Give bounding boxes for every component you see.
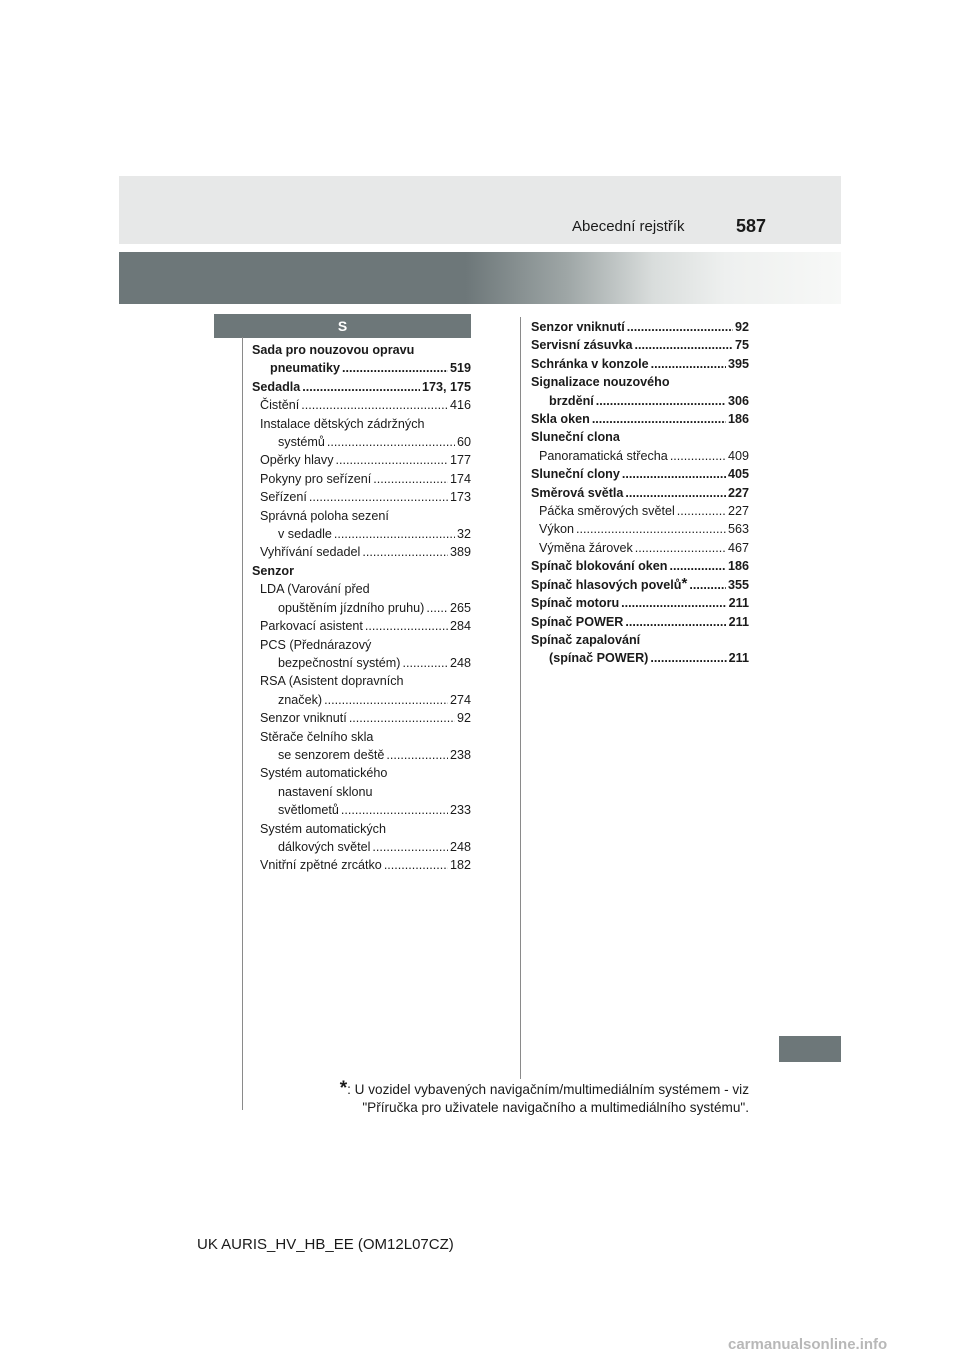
entry-text: Panoramatická střecha xyxy=(539,448,668,463)
entry-page: 211 xyxy=(728,614,749,629)
entry-text: Vnitřní zpětné zrcátko xyxy=(260,858,382,873)
dot-leader xyxy=(341,801,448,819)
dot-leader xyxy=(669,557,726,575)
header-gradient-band xyxy=(119,252,841,304)
index-entry xyxy=(531,428,749,446)
index-entry xyxy=(531,649,749,667)
dot-leader xyxy=(334,525,455,543)
index-entry xyxy=(252,562,471,580)
entry-text: Spínač zapalování xyxy=(531,632,641,647)
entry-text: Skla oken xyxy=(531,412,590,427)
document-code: UK AURIS_HV_HB_EE (OM12L07CZ) xyxy=(197,1236,454,1253)
index-entry xyxy=(252,580,471,598)
entry-text: se senzorem deště xyxy=(278,747,385,762)
dot-leader xyxy=(635,539,726,557)
index-column-left xyxy=(252,341,471,875)
dot-leader xyxy=(327,433,455,451)
entry-page: 416 xyxy=(449,398,471,413)
column-divider xyxy=(520,317,521,1079)
index-entry xyxy=(531,355,749,373)
entry-page: 60 xyxy=(456,435,471,450)
index-entry xyxy=(252,856,471,874)
index-entry xyxy=(252,451,471,469)
entry-page: 92 xyxy=(456,711,471,726)
entry-page: 92 xyxy=(734,320,749,334)
index-entry xyxy=(252,415,471,433)
entry-text: Spínač blokování oken xyxy=(531,559,668,574)
entry-text: Výkon xyxy=(539,522,575,537)
dot-leader xyxy=(622,465,726,483)
entry-text: Čistění xyxy=(260,398,300,413)
index-entry xyxy=(252,838,471,856)
index-entry xyxy=(252,654,471,672)
entry-page: 409 xyxy=(727,448,749,463)
entry-page: 211 xyxy=(728,651,749,666)
index-entry xyxy=(252,764,471,782)
dot-leader xyxy=(362,543,448,561)
entry-text: Směrová světla xyxy=(531,485,624,500)
entry-text: Páčka směrových světel xyxy=(539,504,675,519)
section-title: Abecední rejstřík xyxy=(572,218,685,235)
index-entry xyxy=(531,594,749,612)
dot-leader xyxy=(386,746,448,764)
entry-page: 248 xyxy=(449,655,471,670)
entry-text: RSA (Asistent dopravních xyxy=(260,674,404,689)
entry-text: Servisní zásuvka xyxy=(531,338,633,353)
index-entry xyxy=(531,613,749,631)
dot-leader xyxy=(689,576,726,594)
left-margin-rule xyxy=(242,337,243,1110)
entry-text: Senzor xyxy=(252,563,294,578)
entry-page: 395 xyxy=(727,356,749,371)
index-entry xyxy=(531,539,749,557)
index-entry xyxy=(252,378,471,396)
entry-text: Senzor vniknutí xyxy=(260,711,347,726)
entry-text: Parkovací asistent xyxy=(260,619,363,634)
dot-leader xyxy=(621,594,727,612)
entry-text: PCS (Přednárazový xyxy=(260,637,372,652)
index-entry xyxy=(252,728,471,746)
entry-page: 284 xyxy=(449,619,471,634)
entry-page: 173 xyxy=(449,490,471,505)
entry-text: Sedadla xyxy=(252,379,301,394)
index-entry xyxy=(252,783,471,801)
index-entry xyxy=(531,484,749,502)
footnote-line-2: "Příručka pro uživatele navigačního a multimediálního systému". xyxy=(362,1100,749,1115)
footnote xyxy=(340,1080,749,1117)
index-entry xyxy=(252,636,471,654)
dot-leader xyxy=(596,392,726,410)
index-entry xyxy=(531,502,749,520)
dot-leader xyxy=(309,488,448,506)
entry-text: Výměna žárovek xyxy=(539,540,633,555)
entry-text: LDA (Varování před xyxy=(260,582,370,597)
entry-page: 265 xyxy=(449,600,471,615)
entry-page: 182 xyxy=(449,858,471,873)
entry-text: Spínač POWER xyxy=(531,614,624,629)
entry-page: 186 xyxy=(727,412,749,427)
dot-leader xyxy=(651,355,726,373)
entry-text: Vyhřívání sedadel xyxy=(260,545,361,560)
entry-page: 233 xyxy=(449,803,471,818)
entry-page: 75 xyxy=(734,338,749,353)
entry-text: nastavení sklonu xyxy=(278,784,373,799)
section-letter-heading: S xyxy=(214,314,471,338)
entry-text: bezpečnostní systém) xyxy=(278,655,401,670)
dot-leader xyxy=(650,649,726,667)
header-bar xyxy=(119,176,841,244)
dot-leader xyxy=(403,654,448,672)
index-entry xyxy=(531,631,749,649)
entry-page: 177 xyxy=(449,453,471,468)
dot-leader xyxy=(576,520,726,538)
entry-text: Systém automatického xyxy=(260,766,388,781)
index-entry xyxy=(531,465,749,483)
dot-leader xyxy=(372,838,448,856)
thumb-index-tab xyxy=(779,1036,841,1062)
entry-text: (spínač POWER) xyxy=(549,651,649,666)
dot-leader xyxy=(635,336,733,354)
index-entry xyxy=(252,359,471,377)
index-entry xyxy=(531,520,749,538)
entry-page: 563 xyxy=(727,522,749,537)
entry-text: Sluneční clony xyxy=(531,467,620,482)
index-entry xyxy=(252,691,471,709)
entry-text: Opěrky hlavy xyxy=(260,453,334,468)
entry-page: 248 xyxy=(449,839,471,854)
entry-page: 227 xyxy=(727,504,749,519)
index-entry xyxy=(252,341,471,359)
entry-page: 238 xyxy=(449,747,471,762)
dot-leader xyxy=(592,410,726,428)
index-entry xyxy=(531,336,749,354)
entry-page: 389 xyxy=(449,545,471,560)
entry-text: značek) xyxy=(278,692,323,707)
dot-leader xyxy=(302,378,420,396)
entry-text: Sluneční clona xyxy=(531,430,620,445)
index-entry xyxy=(252,488,471,506)
dot-leader xyxy=(365,617,448,635)
index-entry xyxy=(252,599,471,617)
dot-leader xyxy=(627,318,733,336)
index-entry xyxy=(531,392,749,410)
dot-leader xyxy=(625,484,726,502)
index-entry xyxy=(252,746,471,764)
index-entry xyxy=(252,543,471,561)
entry-text: systémů xyxy=(278,435,325,450)
entry-page: 306 xyxy=(727,393,749,408)
footnote-star: * xyxy=(339,1078,348,1099)
entry-page: 405 xyxy=(727,467,749,482)
index-entry xyxy=(252,709,471,727)
index-column-right xyxy=(531,318,749,668)
dot-leader xyxy=(677,502,726,520)
dot-leader xyxy=(625,613,726,631)
index-entry xyxy=(252,396,471,414)
entry-page: 211 xyxy=(728,596,749,611)
entry-text: opuštěním jízdního pruhu) xyxy=(278,600,425,615)
entry-text: brzdění xyxy=(549,393,594,408)
entry-text: Schránka v konzole xyxy=(531,356,649,371)
entry-page: 174 xyxy=(449,471,471,486)
index-entry xyxy=(252,801,471,819)
index-entry xyxy=(252,617,471,635)
entry-page: 274 xyxy=(449,692,471,707)
entry-text: Správná poloha sezení xyxy=(260,508,389,523)
index-entry xyxy=(531,373,749,391)
entry-page: 467 xyxy=(727,540,749,555)
index-entry: Spínač hlasových povelů * ..... 355 xyxy=(531,576,749,594)
entry-text: Sada pro nouzovou opravu xyxy=(252,343,415,357)
entry-text: pneumatiky xyxy=(270,361,340,376)
entry-page: 32 xyxy=(456,527,471,542)
entry-text: Spínač motoru xyxy=(531,596,620,611)
entry-text: Pokyny pro seřízení xyxy=(260,471,372,486)
entry-page: 186 xyxy=(727,559,749,574)
watermark-text: carmanualsonline.info xyxy=(728,1336,888,1353)
entry-text: Seřízení xyxy=(260,490,307,505)
entry-text: světlometů xyxy=(278,803,339,818)
index-entry xyxy=(252,525,471,543)
footnote-line-1: : U vozidel vybavených navigačním/multimediálním systémem - viz xyxy=(347,1082,749,1097)
entry-text: Systém automatických xyxy=(260,821,386,836)
entry-text: dálkových světel xyxy=(278,839,371,854)
dot-leader xyxy=(349,709,455,727)
index-entry xyxy=(252,672,471,690)
dot-leader xyxy=(301,396,448,414)
dot-leader xyxy=(373,470,448,488)
entry-page: 173, 175 xyxy=(421,379,471,394)
index-entry xyxy=(252,433,471,451)
index-entry xyxy=(252,820,471,838)
entry-text: Instalace dětských zádržných xyxy=(260,416,425,431)
entry-page: 227 xyxy=(727,485,749,500)
dot-leader xyxy=(336,451,448,469)
index-entry xyxy=(252,470,471,488)
entry-page: 519 xyxy=(449,361,471,376)
dot-leader xyxy=(670,447,726,465)
index-entry xyxy=(531,410,749,428)
index-entry xyxy=(252,507,471,525)
entry-text: v sedadle xyxy=(278,527,332,542)
entry-text: Stěrače čelního skla xyxy=(260,729,374,744)
dot-leader xyxy=(426,599,448,617)
entry-text: Spínač hlasových povelů xyxy=(531,577,682,592)
entry-text: Signalizace nouzového xyxy=(531,375,670,390)
dot-leader xyxy=(324,691,448,709)
entry-text: Senzor vniknutí xyxy=(531,320,625,334)
index-entry xyxy=(531,557,749,575)
index-entry xyxy=(531,447,749,465)
entry-page: 355 xyxy=(727,577,749,592)
index-entry xyxy=(531,318,749,336)
page-number: 587 xyxy=(736,216,767,236)
dot-leader xyxy=(384,856,448,874)
dot-leader xyxy=(342,359,448,377)
